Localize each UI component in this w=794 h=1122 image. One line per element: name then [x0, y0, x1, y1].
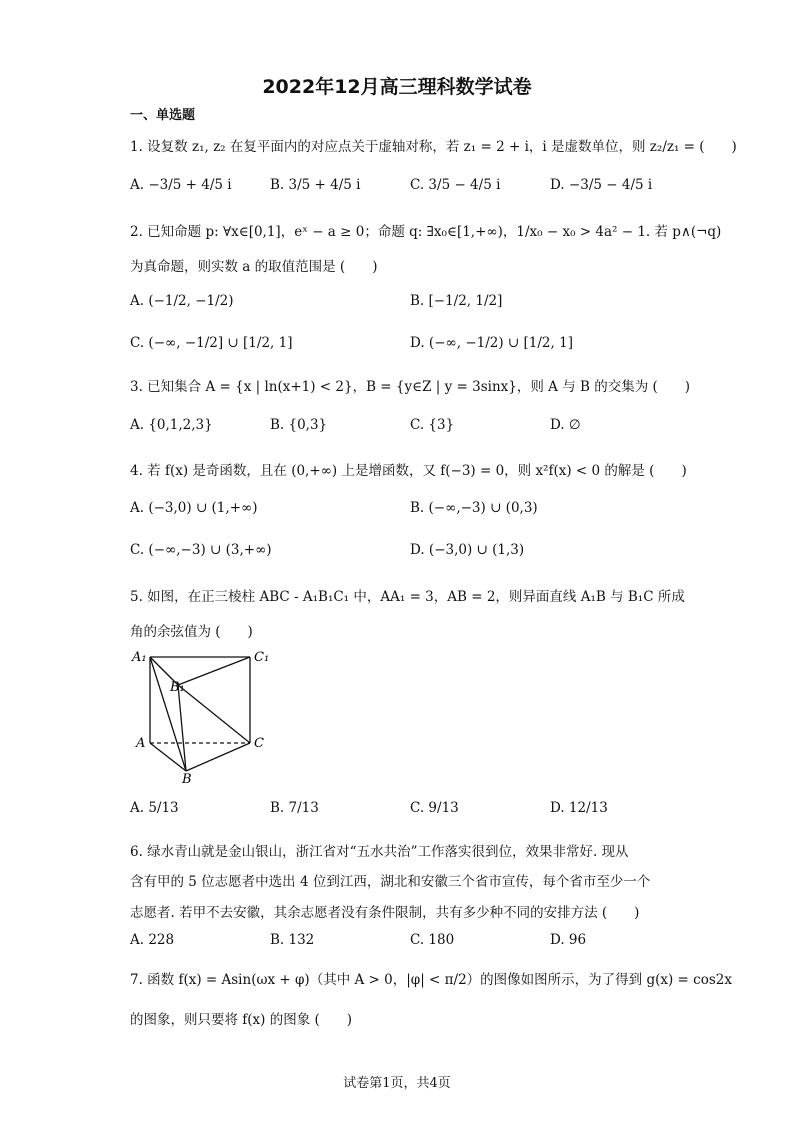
label-b: B — [182, 772, 192, 785]
question-3-stem: 3. 已知集合 A = {x | ln(x+1) < 2}，B = {y∈Z | y = 3sinx}，则 A 与 B 的交集为 ( ) — [130, 379, 691, 395]
edge-a-b — [150, 743, 186, 771]
q2-option-b: B. [−1/2, 1/2] — [410, 293, 503, 309]
q3-option-d: D. ∅ — [550, 417, 581, 433]
question-5-stem-line2: 角的余弦值为 ( ) — [130, 624, 253, 640]
q2-option-a: A. (−1/2, −1/2) — [130, 293, 234, 309]
q5-option-a: A. 5/13 — [130, 800, 179, 816]
question-4-stem: 4. 若 f(x) 是奇函数，且在 (0,+∞) 上是增函数，又 f(−3) = 0，则 x²f(x) < 0 的解是 ( ) — [130, 463, 687, 479]
q6-option-b: B. 132 — [270, 932, 315, 948]
label-b1: B₁ — [170, 680, 185, 695]
q3-option-a: A. {0,1,2,3} — [130, 417, 213, 433]
question-7-stem-line2: 的图象，则只要将 f(x) 的图象 ( ) — [130, 1012, 353, 1028]
segment-b1-c — [178, 685, 250, 743]
q5-option-d: D. 12/13 — [550, 800, 608, 816]
q2-option-c: C. (−∞, −1/2] ∪ [1/2, 1] — [130, 335, 293, 351]
q1-option-d: D. −3/5 − 4/5 i — [550, 177, 653, 193]
page-footer: 试卷第1页，共4页 — [343, 1076, 451, 1091]
q6-option-c: C. 180 — [410, 932, 455, 948]
question-6-stem: 6. 绿水青山就是金山银山，浙江省对“五水共治”工作落实很到位，效果非常好. 现从 — [130, 844, 629, 860]
label-a: A — [136, 736, 146, 751]
q5-option-c: C. 9/13 — [410, 800, 459, 816]
q1-option-a: A. −3/5 + 4/5 i — [130, 177, 232, 193]
q1-option-c: C. 3/5 − 4/5 i — [410, 177, 501, 193]
label-c: C — [254, 736, 264, 751]
edge-b1-c1 — [178, 657, 250, 685]
q5-option-b: B. 7/13 — [270, 800, 319, 816]
question-6-stem-line2: 含有甲的 5 位志愿者中选出 4 位到江西，湖北和安徽三个省市宣传，每个省市至少一个 — [130, 874, 651, 890]
page-title: 2022年12月高三理科数学试卷 — [262, 76, 532, 98]
q3-option-b: B. {0,3} — [270, 417, 328, 433]
edge-b-c — [186, 743, 250, 771]
question-6-stem-line3: 志愿者. 若甲不去安徽，其余志愿者没有条件限制，共有多少种不同的安排方法 ( ) — [130, 905, 640, 921]
question-2-stem-line2: 为真命题，则实数 a 的取值范围是 ( ) — [130, 259, 378, 275]
q2-option-d: D. (−∞, −1/2) ∪ [1/2, 1] — [410, 335, 573, 351]
question-5-stem: 5. 如图，在正三棱柱 ABC - A₁B₁C₁ 中，AA₁ = 3，AB = 2，则异面直线 A₁B 与 B₁C 所成 — [130, 589, 685, 605]
q6-option-a: A. 228 — [130, 932, 175, 948]
prism-figure — [130, 645, 280, 785]
label-a1: A₁ — [132, 650, 147, 665]
q4-option-b: B. (−∞,−3) ∪ (0,3) — [410, 500, 538, 516]
q4-option-d: D. (−3,0) ∪ (1,3) — [410, 542, 525, 558]
q4-option-c: C. (−∞,−3) ∪ (3,+∞) — [130, 542, 272, 558]
q6-option-d: D. 96 — [550, 932, 587, 948]
question-2-stem: 2. 已知命题 p: ∀x∈[0,1]，eˣ − a ≥ 0；命题 q: ∃x₀∈[1,+∞)，1/x₀ − x₀ > 4a² − 1. 若 p∧(¬q) — [130, 224, 722, 240]
question-1-stem: 1. 设复数 z₁, z₂ 在复平面内的对应点关于虚轴对称，若 z₁ = 2 + i，i 是虚数单位，则 z₂/z₁ = ( ) — [130, 139, 737, 155]
question-7-stem: 7. 函数 f(x) = Asin(ωx + φ)（其中 A > 0，|φ| < π/2）的图像如图所示，为了得到 g(x) = cos2x — [130, 972, 732, 988]
section-heading: 一、单选题 — [130, 108, 196, 123]
q1-option-b: B. 3/5 + 4/5 i — [270, 177, 361, 193]
q3-option-c: C. {3} — [410, 417, 455, 433]
q4-option-a: A. (−3,0) ∪ (1,+∞) — [130, 500, 258, 516]
label-c1: C₁ — [254, 650, 270, 665]
